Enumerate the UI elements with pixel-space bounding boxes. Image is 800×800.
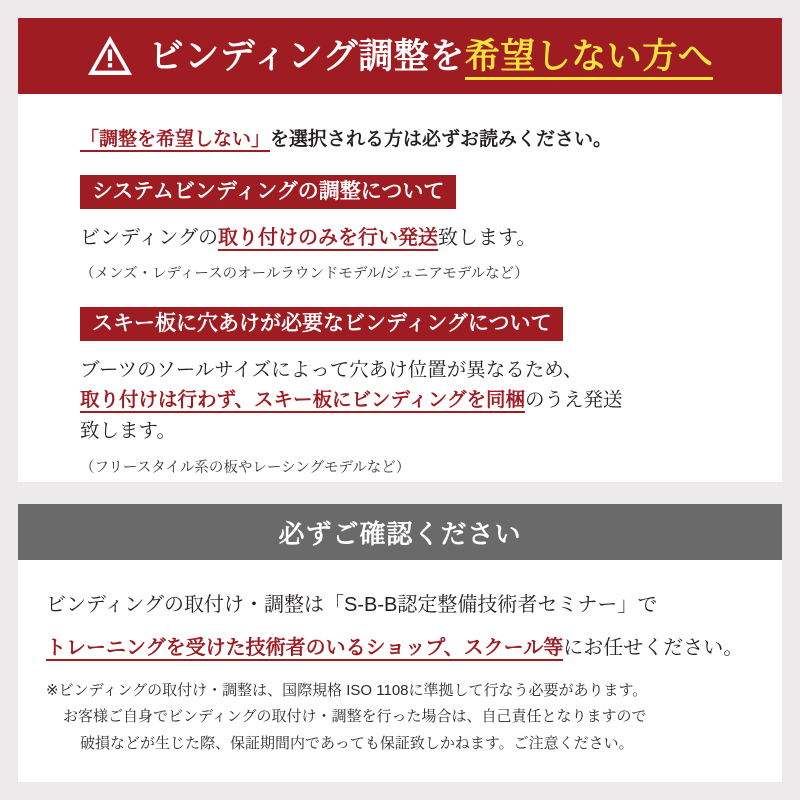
- confirm-panel: [18, 504, 782, 782]
- section1-text-before: ビンディングの: [80, 227, 218, 250]
- binding-no-adjust-panel: [18, 18, 782, 482]
- lead-text: [80, 124, 782, 151]
- section1-heading: システムビンディングの調整について: [80, 175, 456, 209]
- section2-para-underlined: 取り付けは行わず、スキー板にビンディングを同梱: [80, 389, 525, 412]
- banner-title-highlight: 希望しない方へ: [465, 37, 714, 80]
- section2-heading: スキー板に穴あけが必要なビンディングについて: [80, 307, 563, 341]
- section1-text: [80, 225, 782, 252]
- confirm-note-1: ※ビンディングの取付け・調整は、国際規格 ISO 1108に準拠して行なう必要があります。: [46, 682, 648, 699]
- confirm-line-2-after: にお任せください。: [563, 637, 744, 659]
- lead-rest: を選択される方は必ずお読みください。: [270, 129, 613, 150]
- confirm-line-2-underlined: トレーニングを受けた技術者のいるショップ、スクール等: [46, 637, 564, 659]
- warning-triangle-icon: [87, 35, 133, 77]
- section2-para-line3: 致します。: [80, 419, 176, 442]
- section2-paragraph: [80, 355, 730, 446]
- bottom-panel-body: [18, 560, 782, 757]
- section2-note: （フリースタイル系の板やレーシングモデルなど）: [80, 459, 411, 476]
- confirm-notes: [46, 678, 782, 757]
- confirm-line-2: [46, 631, 782, 660]
- gray-header-banner: [18, 504, 782, 560]
- banner-title-plain: ビンディング調整を: [148, 36, 465, 76]
- section1-text-underlined: 取り付けのみを行い発送: [218, 227, 438, 250]
- section2-para-line1: ブーツのソールサイズによって穴あけ位置が異なるため、: [80, 359, 583, 382]
- confirm-line-1: ビンディングの取付け・調整は「S-B-B認定整備技術者セミナー」で: [46, 594, 658, 616]
- top-panel-body: [18, 94, 782, 477]
- banner-title: [148, 36, 714, 76]
- section2-para-after: のうえ発送: [525, 389, 623, 412]
- confirm-note-2: お客様ご自身でビンディングの取付け・調整を行った場合は、自己責任となりますので: [63, 708, 647, 726]
- lead-underlined: 「調整を希望しない」: [80, 129, 271, 150]
- gray-banner-title: 必ずご確認ください: [278, 518, 522, 549]
- section1-text-after: 致します。: [438, 227, 537, 250]
- section1-note: （メンズ・レディースのオールラウンドモデル/ジュニアモデルなど）: [80, 266, 529, 283]
- confirm-note-3: 破損などが生じた際、保証期間内であっても保証致しかねます。ご注意ください。: [80, 734, 634, 752]
- red-header-banner: [18, 18, 782, 94]
